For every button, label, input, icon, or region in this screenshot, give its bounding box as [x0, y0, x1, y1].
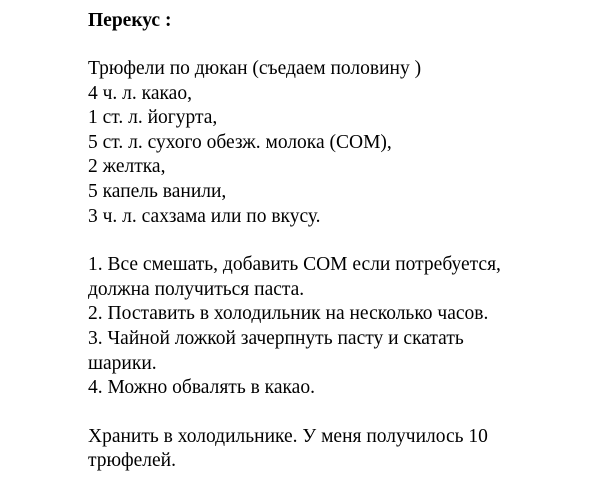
note-line: Хранить в холодильнике. У меня получилось 10	[88, 425, 488, 447]
note-line: трюфелей.	[88, 450, 176, 472]
step-line: 4. Можно обвалять в какао.	[88, 377, 315, 399]
step-line: должна получиться паста.	[88, 278, 305, 300]
step-line: 1. Все смешать, добавить СОМ если потребуется,	[88, 254, 501, 276]
storage-note	[88, 425, 588, 474]
page-title: Перекус :	[88, 10, 172, 31]
ingredient-item: 5 ст. л. сухого обезж. молока (СОМ),	[88, 131, 392, 153]
ingredient-item: 5 капель ванили,	[88, 180, 227, 202]
ingredients-section	[88, 57, 588, 229]
ingredient-item: 4 ч. л. какао,	[88, 82, 192, 104]
ingredient-item: 3 ч. л. сахзама или по вкусу.	[88, 205, 321, 227]
steps-section	[88, 253, 588, 401]
ingredient-item: 2 желтка,	[88, 156, 166, 178]
ingredient-item: 1 ст. л. йогурта,	[88, 107, 218, 129]
step-line: 3. Чайной ложкой зачерпнуть пасту и скатать	[88, 327, 464, 349]
step-line: 2. Поставить в холодильник на несколько часов.	[88, 303, 489, 325]
recipe-name: Трюфели по дюкан (съедаем половину )	[88, 58, 422, 79]
step-line: шарики.	[88, 352, 157, 374]
recipe-document	[88, 9, 588, 474]
